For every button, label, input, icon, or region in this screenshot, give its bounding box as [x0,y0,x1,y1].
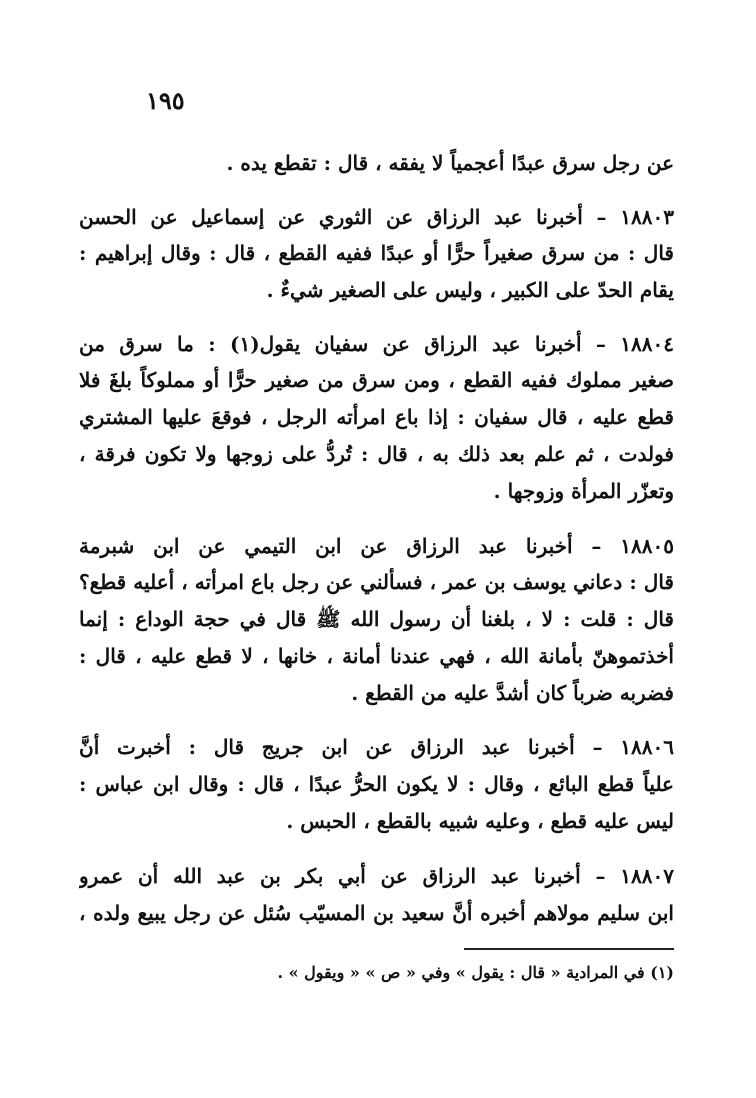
text-line: قال : قلت : لا ، بلغنا أن رسول الله ﷺ قال في حجة الوداع : إنما [79,607,674,631]
text-line: يقام الحدّ على الكبير ، وليس على الصغير شيءٌ . [266,278,674,302]
text-line: ١٨٨٠٣ – أخبرنا عبد الرزاق عن الثوري عن إسماعيل عن الحسن [79,205,674,229]
text-line: عن رجل سرق عبدًا أعجمياً لا يفقه ، قال : تقطع يده . [226,151,674,175]
text-line: ١٨٨٠٤ – أخبرنا عبد الرزاق عن سفيان يقول(١) : ما سرق من [79,332,674,356]
text-line: فولدت ، ثم علم بعد ذلك به ، قال : تُردُّ على زوجها ولا تكون فرقة ، [79,442,674,466]
footnote: (١) في المرادية « قال : يقول » وفي « ص » « ويقول » . [277,963,674,982]
text-line: صغير مملوك ففيه القطع ، ومن سرق من صغير حرًّا أو مملوكاً بلغَ فلا [79,368,674,392]
text-line: ١٨٨٠٥ – أخبرنا عبد الرزاق عن ابن التيمي عن ابن شبرمة [79,534,674,558]
text-line: فضربه ضرباً كان أشدَّ عليه من القطع . [351,681,674,705]
text-line: قال : دعاني يوسف بن عمر ، فسألني عن رجل باع امرأته ، أعليه قطع؟ [79,570,674,594]
text-line: قال : من سرق صغيراً حرًّا أو عبدًا ففيه القطع ، قال : وقال إبراهيم : [79,241,674,265]
text-line: علياً قطع البائع ، وقال : لا يكون الحرُّ عبدًا ، قال : وقال ابن عباس : [79,772,674,796]
text-line: ليس عليه قطع ، وعليه شبيه بالقطع ، الحبس . [286,809,674,833]
text-line: أخذتموهنّ بأمانة الله ، فهي عندنا أمانة ، خانها ، لا قطع عليه ، قال : [79,644,674,668]
footnote-rule [464,948,674,950]
text-line: ١٨٨٠٧ – أخبرنا عبد الرزاق عن أبي بكر بن عبد الله أن عمرو [79,864,674,888]
text-line: ابن سليم مولاهم أخبره أنَّ سعيد بن المسيّب سُئل عن رجل يبيع ولده ، [79,901,674,925]
text-line: وتعزّر المرأة وزوجها . [493,479,674,503]
page-number: ١٩٥ [146,86,185,115]
text-line: قطع عليه ، قال سفيان : إذا باع امرأته الرجل ، فوقعَ عليها المشتري [79,405,674,429]
text-line: ١٨٨٠٦ – أخبرنا عبد الرزاق عن ابن جريج قال : أخبرت أنَّ [79,735,674,759]
